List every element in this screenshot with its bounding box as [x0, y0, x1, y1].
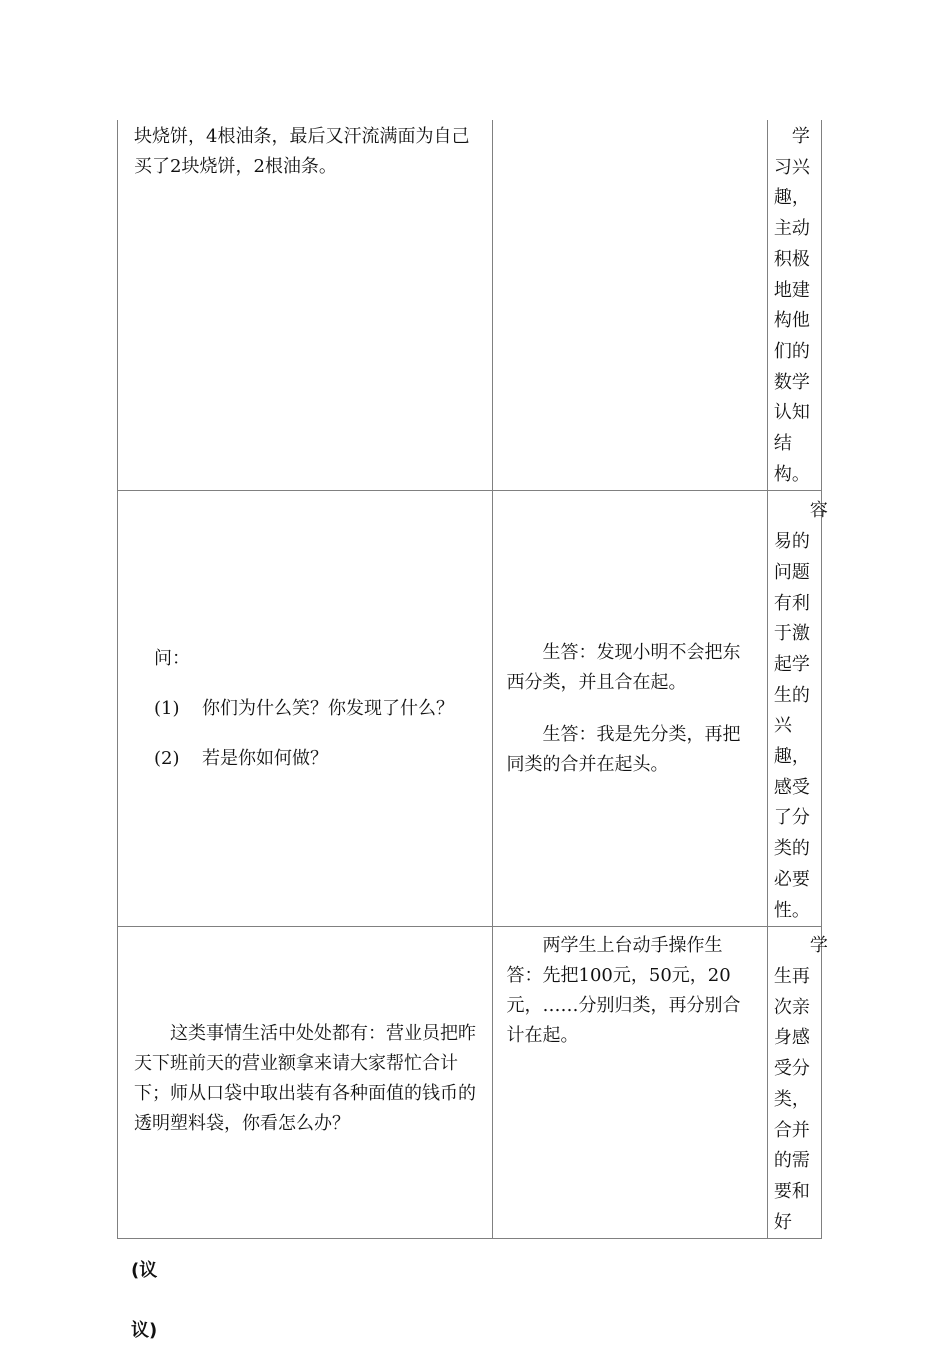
question-number: (2)	[154, 747, 180, 769]
teacher-activity-cell	[118, 120, 493, 491]
table-row	[118, 491, 822, 927]
design-intent-cell	[767, 120, 821, 491]
teacher-text: 这类事情生活中处处都有：营业员把昨天下班前天的营业额拿来请大家帮忙合计下；师从口袋中取出装有各种面值的钱币的透明塑料袋，你看怎么办？	[134, 1022, 476, 1134]
student-answer: 生答：我是先分类，再把同类的合并在起头。	[506, 723, 741, 775]
design-intent-text: 学生再次亲身感受分类，合并的需要和好	[773, 935, 828, 1233]
student-answer: 两学生上台动手操作生答：先把100元，50元，20元，……分别归类，再分别合计在起。	[506, 935, 741, 1047]
design-intent-cell	[767, 491, 828, 927]
student-activity-cell	[492, 491, 767, 927]
question-item	[154, 744, 478, 774]
student-answer: 生答：发现小明不会把东西分类，并且合在起。	[506, 641, 741, 693]
lesson-plan-table	[117, 120, 828, 1239]
design-intent-text: 容易的问题有利于激起学生的兴趣，感受了分类的必要性。	[773, 500, 828, 921]
question-intro: 问：	[154, 647, 190, 669]
teacher-activity-cell	[118, 927, 493, 1239]
student-activity-cell	[492, 927, 767, 1239]
question-item	[154, 694, 478, 724]
question-number: (1)	[154, 697, 180, 719]
student-activity-cell	[492, 120, 767, 491]
table-row	[118, 120, 822, 491]
question-text: 若是你如何做？	[202, 747, 328, 769]
section-heading-line: (议	[131, 1260, 158, 1281]
teacher-activity-cell	[118, 491, 493, 927]
question-text: 你们为什么笑？你发现了什么？	[202, 697, 454, 719]
design-intent-text: 学习兴趣，主动积极地建构他们的数学认知结构。	[773, 126, 810, 485]
teacher-text: 块烧饼，4根油条，最后又汗流满面为自己买了2块烧饼，2根油条。	[134, 126, 470, 177]
table-row	[118, 927, 822, 1239]
section-heading-line: 议)	[131, 1320, 158, 1341]
design-intent-cell	[767, 927, 828, 1239]
